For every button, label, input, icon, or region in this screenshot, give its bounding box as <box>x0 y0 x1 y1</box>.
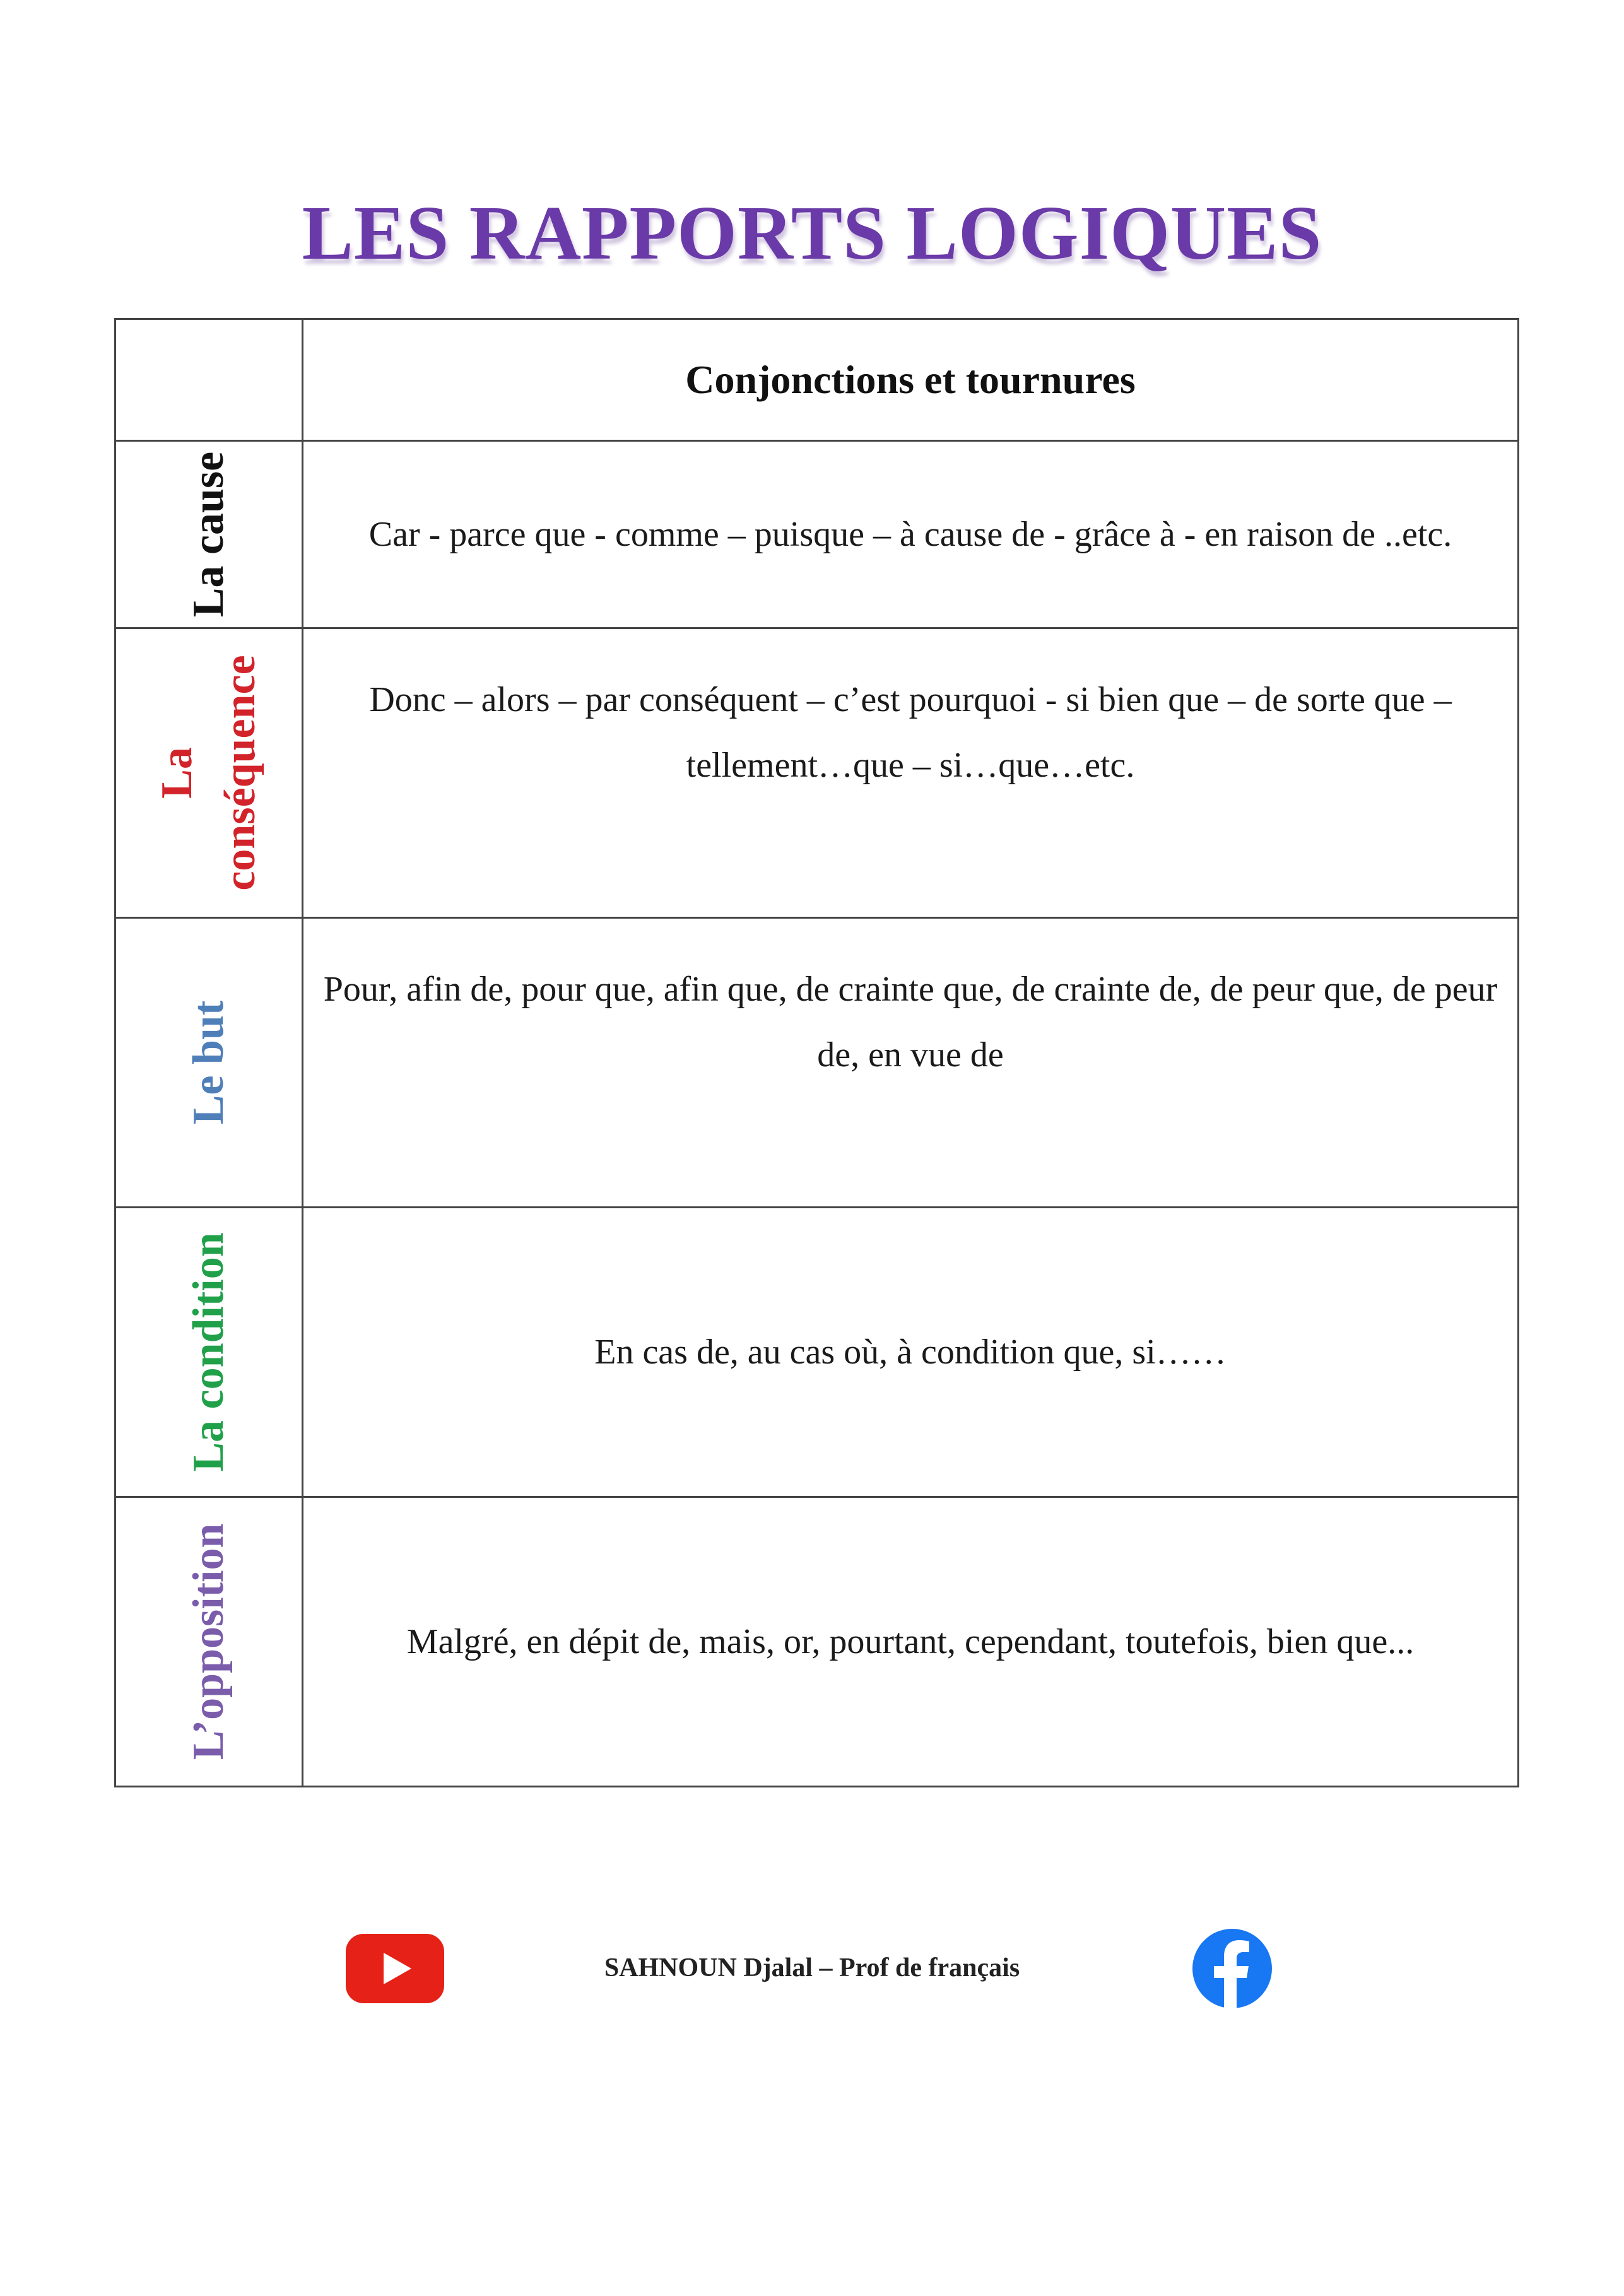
table-row <box>115 1497 1519 1787</box>
rapports-table <box>114 318 1519 1787</box>
table-header-row <box>115 319 1519 441</box>
facebook-icon[interactable] <box>1191 1928 1273 2010</box>
row-content-condition: En cas de, au cas où, à condition que, si…… <box>303 1208 1519 1497</box>
row-label-cause: La cause <box>184 451 233 618</box>
row-content-consequence <box>303 628 1519 918</box>
table-row <box>115 1208 1519 1497</box>
row-content-but-text: Pour, afin de, pour que, afin que, de crainte que, de crainte de, de peur que, de peur de, en vue de <box>323 970 1498 1074</box>
table-row <box>115 441 1519 628</box>
table-row <box>115 628 1519 918</box>
row-label-cell <box>115 918 303 1208</box>
row-label-opposition: L’opposition <box>184 1523 233 1760</box>
row-label-but: Le but <box>184 1000 233 1125</box>
row-label-condition: La condition <box>184 1232 233 1472</box>
column-header: Conjonctions et tournures <box>303 319 1519 441</box>
row-content-opposition: Malgré, en dépit de, mais, or, pourtant, cependant, toutefois, bien que... <box>303 1497 1519 1787</box>
row-content-cause: Car - parce que - comme – puisque – à cause de - grâce à - en raison de ..etc. <box>303 441 1519 628</box>
row-label-cell <box>115 441 303 628</box>
empty-corner-cell <box>115 319 303 441</box>
table-row <box>115 918 1519 1208</box>
row-label-cell <box>115 1497 303 1787</box>
row-label-cell <box>115 1208 303 1497</box>
author-credit: SAHNOUN Djalal – Prof de français <box>604 1953 1020 1982</box>
row-label-consequence: La conséquence <box>153 655 264 891</box>
row-label-cell <box>115 628 303 918</box>
row-content-consequence-text: Donc – alors – par conséquent – c’est pourquoi - si bien que – de sorte que – tellement…que – si…que…etc. <box>369 680 1452 785</box>
page-title: LES RAPPORTS LOGIQUES <box>302 191 1322 276</box>
footer <box>0 1915 1624 2016</box>
row-content-but <box>303 918 1519 1208</box>
